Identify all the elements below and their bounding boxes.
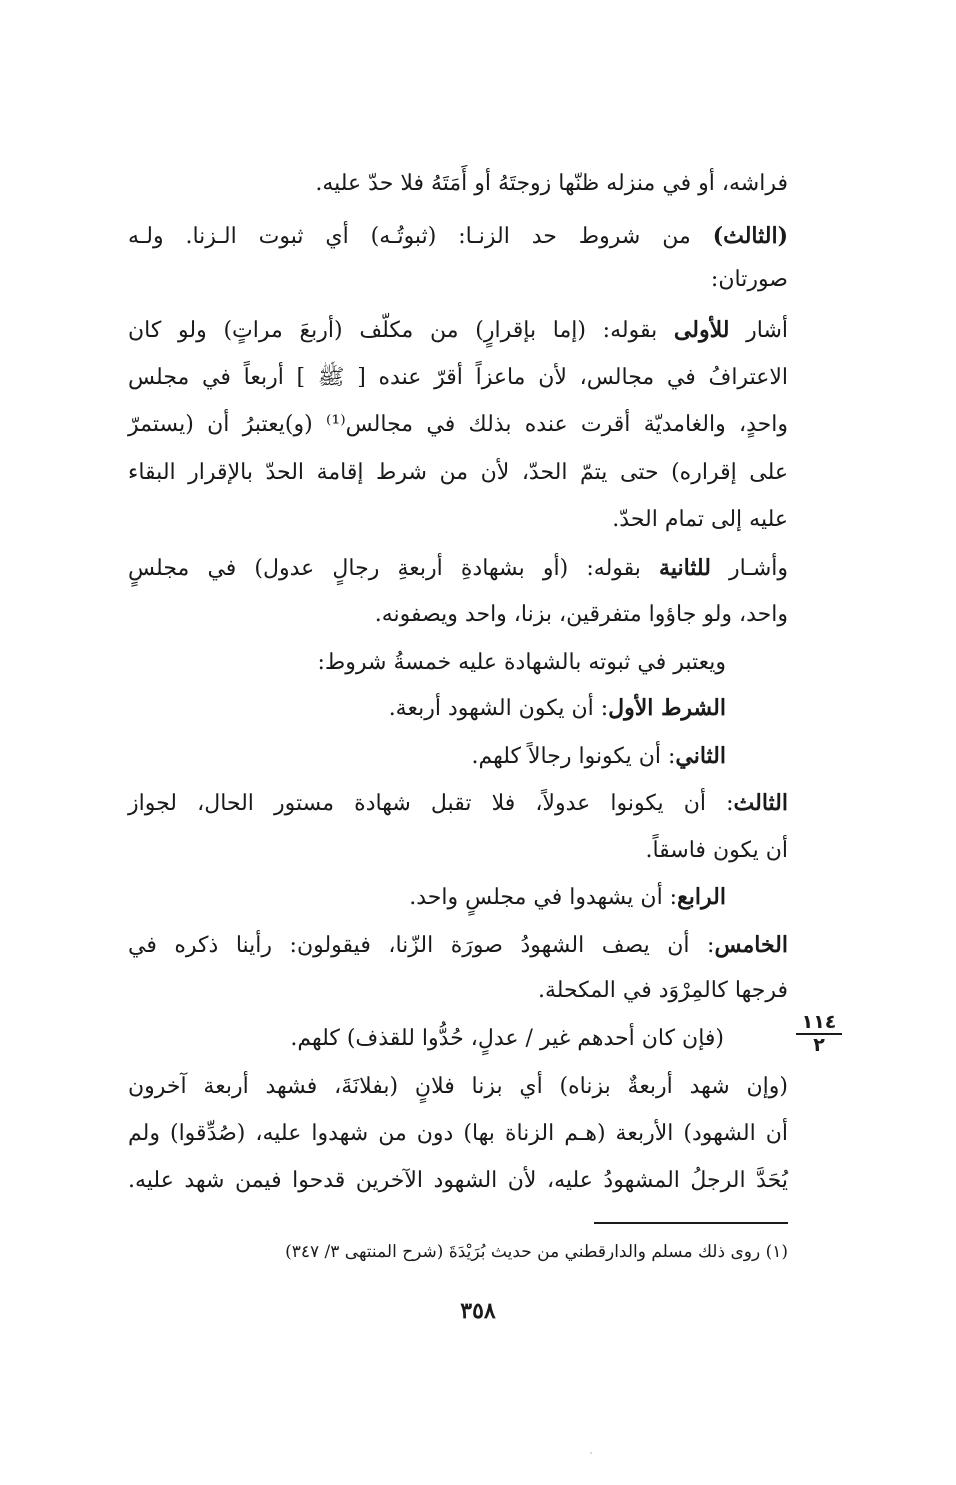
footnote-separator bbox=[594, 1222, 788, 1224]
text-line-14 bbox=[128, 788, 788, 819]
text-line-4-b: بقوله: (إما بإقرارٍ) من مكلّف (أربعَ مراتٍ) ولو كان bbox=[128, 318, 674, 343]
text-line-4 bbox=[128, 315, 788, 346]
folio-number: ١١٤ bbox=[796, 1012, 842, 1035]
text-line-22: يُحَدَّ الرجلُ المشهودُ عليه، لأن الشهود الآخرين قدحوا فيمن شهد عليه. bbox=[128, 1168, 788, 1193]
text-line-9-a: وأشـار bbox=[710, 556, 788, 581]
folio-side: ٢ bbox=[813, 1034, 825, 1056]
condition-third-text: : أن يكونوا عدولاً، فلا تقبل شهادة مستور الحال، لجواز bbox=[128, 791, 734, 816]
condition-third-label: الثالث bbox=[733, 790, 788, 816]
condition-second-text: : أن يكونوا رجالاً كلهم. bbox=[471, 744, 676, 769]
page-number: ٣٥٨ bbox=[460, 1298, 496, 1324]
text-line-19: (فإن كان أحدهم غير / عدلٍ، حُدُّوا للقذف) كلهم. bbox=[290, 1026, 724, 1051]
text-line-11: ويعتبر في ثبوته بالشهادة عليه خمسةُ شروط: bbox=[317, 650, 726, 675]
text-line-8: عليه إلى تمام الحدّ. bbox=[612, 507, 788, 532]
text-line-17 bbox=[128, 930, 788, 961]
text-line-10: واحد، ولو جاؤوا متفرقين، بزنا، واحد ويصفونه. bbox=[374, 602, 788, 627]
condition-fifth-label: الخامس bbox=[714, 932, 788, 958]
text-line-2 bbox=[128, 221, 788, 252]
text-line-15: أن يكون فاسقاً. bbox=[645, 838, 788, 863]
condition-fifth-text: : أن يصف الشهودُ صورَة الزّنا، فيقولون: رأينا ذكره في bbox=[128, 933, 715, 958]
text-line-20: (وإن شهد أربعةٌ بزناه) أي بزنا فلانٍ (بفلانَةَ، فشهد أربعة آخرون bbox=[128, 1074, 788, 1099]
text-line-2-rest: من شروط حد الزنـا: (ثبوتُـه) أي ثبوت الـزنا. ولـه bbox=[128, 224, 713, 249]
text-line-13 bbox=[471, 741, 726, 772]
condition-fourth-label: الرابع bbox=[677, 884, 726, 910]
text-line-5: الاعترافُ في مجالس، لأن ماعزاً أقرّ عنده [ ﷺ ] أربعاً في مجلس bbox=[128, 365, 788, 390]
heading-third: (الثالث) bbox=[712, 223, 788, 249]
heading-second-form: للثانية bbox=[659, 555, 711, 581]
heading-first-form: للأولى bbox=[673, 317, 730, 343]
condition-fourth-text: : أن يشهدوا في مجلسٍ واحد. bbox=[409, 885, 678, 910]
text-line-16 bbox=[409, 882, 726, 913]
text-line-12 bbox=[389, 693, 726, 724]
condition-first-label: الشرط الأول bbox=[608, 695, 726, 721]
text-line-9 bbox=[128, 553, 788, 584]
scan-speck bbox=[590, 1452, 592, 1454]
text-line-21: أن الشهود) الأربعة (هـم الزناة بها) دون من شهدوا عليه، (صُدِّقوا) ولم bbox=[128, 1121, 788, 1146]
footnote: (١) روى ذلك مسلم والدارقطني من حديث بُرَيْدَةَ (شرح المنتهى ٣/ ٣٤٧) bbox=[285, 1242, 788, 1262]
text-line-3: صورتان: bbox=[710, 267, 788, 292]
text-line-9-b: بقوله: (أو بشهادةِ أربعةِ رجالٍ عدول) في مجلسٍ bbox=[128, 556, 660, 581]
condition-first-text: : أن يكون الشهود أربعة. bbox=[388, 696, 609, 721]
text-line-18: فرجها كالمِرْوَد في المكحلة. bbox=[537, 978, 788, 1003]
text-line-6: واحدٍ، والغامديّة أقرت عنده بذلك في مجالس⁽¹⁾ (و)يعتبرُ أن (يستمرّ bbox=[128, 412, 789, 437]
condition-second-label: الثاني bbox=[675, 743, 726, 769]
text-line-1: فراشه، أو في منزله ظنّها زوجتَهُ أو أَمَتَهُ فلا حدّ عليه. bbox=[315, 171, 788, 196]
text-line-4-a: أشار bbox=[729, 318, 788, 343]
manuscript-folio-marker bbox=[796, 1012, 842, 1055]
text-line-7: على إقراره) حتى يتمّ الحدّ، لأن من شرط إقامة الحدّ بالإقرار البقاء bbox=[128, 460, 788, 485]
